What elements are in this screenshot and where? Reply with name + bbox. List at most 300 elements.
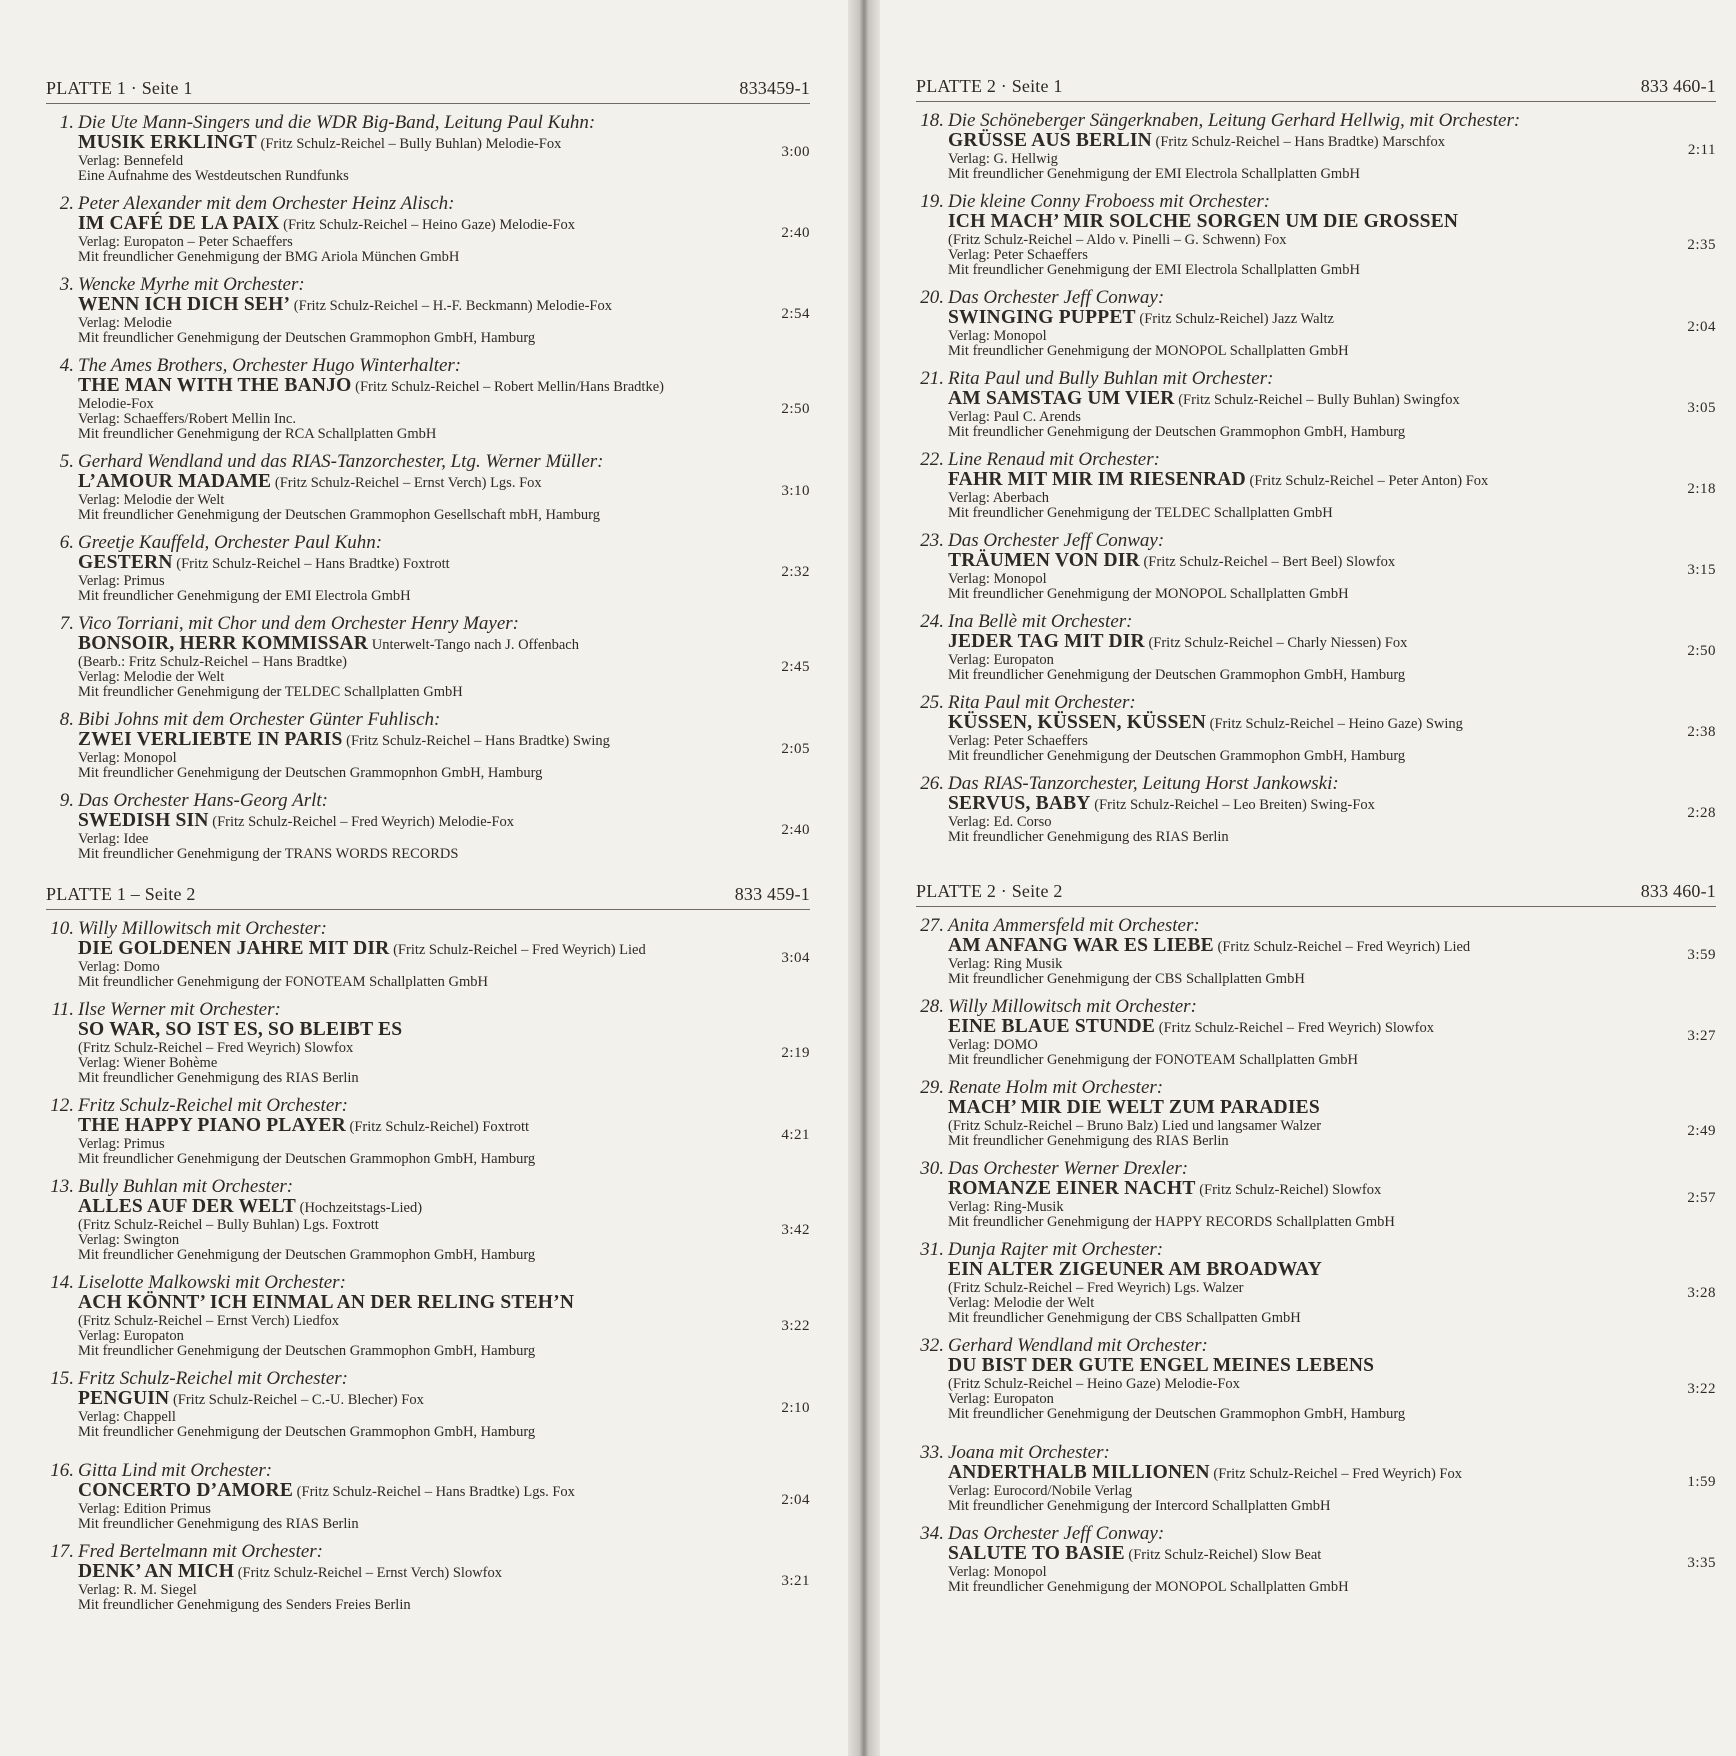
track-title-line xyxy=(78,1197,730,1218)
track-title: SERVUS, BABY xyxy=(948,793,1091,814)
track-credits: (Fritz Schulz-Reichel – Bert Beel) Slowfox xyxy=(1143,554,1396,570)
track-number: 4. xyxy=(59,355,74,376)
track-artist-line xyxy=(46,613,810,634)
track-duration: 2:50 xyxy=(1687,643,1716,659)
track-entry xyxy=(46,532,810,604)
track-title: EIN ALTER ZIGEUNER AM BROADWAY xyxy=(948,1259,1323,1280)
side-header xyxy=(46,78,810,104)
track-title-line xyxy=(78,472,730,493)
track-credits: (Fritz Schulz-Reichel) Slowfox xyxy=(1199,1182,1382,1198)
track-publisher: Verlag: Primus xyxy=(78,1136,165,1152)
track-credits: (Fritz Schulz-Reichel – Peter Anton) Fox xyxy=(1249,473,1489,489)
track-credits: (Fritz Schulz-Reichel) Foxtrott xyxy=(349,1119,530,1135)
track-publisher: Verlag: Melodie der Welt xyxy=(78,492,225,508)
track-duration: 2:50 xyxy=(781,401,810,417)
track-title-line xyxy=(948,632,1636,653)
track-artist: Anita Ammersfeld mit Orchester: xyxy=(948,915,1200,936)
track-details xyxy=(46,376,810,442)
track-license-note: Mit freundlicher Genehmigung der Deutschen Grammophon GmbH, Hamburg xyxy=(78,330,536,346)
track-credits: (Fritz Schulz-Reichel – C.-U. Blecher) Fox xyxy=(172,1392,424,1408)
record-side xyxy=(46,884,848,1613)
track-artist-line xyxy=(46,1541,810,1562)
track-artist-line xyxy=(46,112,810,133)
track-duration: 2:05 xyxy=(781,741,810,757)
track-entry xyxy=(46,613,810,700)
track-artist-line xyxy=(46,532,810,553)
track-title-line xyxy=(948,131,1636,152)
track-details xyxy=(916,794,1716,845)
track-details xyxy=(916,131,1716,182)
track-publisher: Verlag: Monopol xyxy=(948,1564,1047,1580)
record-side xyxy=(916,881,1736,1595)
track-publisher: Verlag: Domo xyxy=(78,959,160,975)
track-list xyxy=(916,915,1736,1595)
track-duration: 2:49 xyxy=(1687,1123,1716,1139)
track-license-note: Mit freundlicher Genehmigung der Deutschen Grammophon GmbH, Hamburg xyxy=(78,1343,536,1359)
track-entry xyxy=(46,1368,810,1440)
track-artist-line xyxy=(916,110,1716,131)
track-number: 32. xyxy=(920,1335,944,1356)
track-number: 3. xyxy=(59,274,74,295)
track-entry xyxy=(916,1442,1716,1514)
track-license-note: Eine Aufnahme des Westdeutschen Rundfunks xyxy=(78,168,349,184)
track-artist-line xyxy=(46,1095,810,1116)
track-artist-line xyxy=(916,530,1716,551)
track-details xyxy=(46,1020,810,1086)
track-artist: Rita Paul und Bully Buhlan mit Orchester: xyxy=(948,368,1274,389)
track-artist-line xyxy=(46,1460,810,1481)
track-publisher: Verlag: Ring Musik xyxy=(948,956,1063,972)
track-publisher: Verlag: Primus xyxy=(78,573,165,589)
track-duration: 2:28 xyxy=(1687,805,1716,821)
track-license-note: Mit freundlicher Genehmigung der Intercord Schallplatten GmbH xyxy=(948,1498,1331,1514)
track-credits: (Fritz Schulz-Reichel – Bully Buhlan) Melodie-Fox xyxy=(260,136,562,152)
track-artist-line xyxy=(916,996,1716,1017)
track-credits: (Fritz Schulz-Reichel – Hans Bradtke) Lgs. Fox xyxy=(296,1484,575,1500)
track-details xyxy=(916,1017,1716,1068)
side-label: PLATTE 2 · Seite 2 xyxy=(916,881,1063,901)
track-entry xyxy=(46,709,810,781)
track-number: 16. xyxy=(50,1460,74,1481)
track-duration: 2:04 xyxy=(1687,319,1716,335)
track-publisher: Verlag: Monopol xyxy=(948,328,1047,344)
track-license-note: Mit freundlicher Genehmigung des RIAS Berlin xyxy=(948,829,1229,845)
track-number: 13. xyxy=(50,1176,74,1197)
track-details xyxy=(916,1544,1716,1595)
track-duration: 3:59 xyxy=(1687,947,1716,963)
track-publisher: Verlag: Schaeffers/Robert Mellin Inc. xyxy=(78,411,296,427)
track-artist-line xyxy=(916,191,1716,212)
track-artist-line xyxy=(916,1523,1716,1544)
track-entry xyxy=(46,451,810,523)
track-duration: 2:04 xyxy=(781,1492,810,1508)
track-artist: Fritz Schulz-Reichel mit Orchester: xyxy=(78,1095,348,1116)
track-credits: (Fritz Schulz-Reichel – Fred Weyrich) Lied xyxy=(393,942,646,958)
track-artist: Gerhard Wendland und das RIAS-Tanzorchester, Ltg. Werner Müller: xyxy=(78,451,604,472)
track-artist-line xyxy=(916,915,1716,936)
track-credits: (Fritz Schulz-Reichel – Fred Weyrich) Lied xyxy=(1217,939,1471,955)
track-artist: Dunja Rajter mit Orchester: xyxy=(948,1239,1164,1260)
side-label: PLATTE 1 – Seite 2 xyxy=(46,884,196,904)
track-duration: 3:00 xyxy=(781,144,810,160)
left-tracklist xyxy=(46,78,848,1613)
track-title-line xyxy=(78,1116,730,1137)
track-title: PENGUIN xyxy=(78,1388,170,1409)
track-license-note: Mit freundlicher Genehmigung der BMG Ariola München GmbH xyxy=(78,249,460,265)
track-artist: Ilse Werner mit Orchester: xyxy=(78,999,281,1020)
track-duration: 2:10 xyxy=(781,1400,810,1416)
track-entry xyxy=(916,1158,1716,1230)
track-artist-line xyxy=(46,790,810,811)
track-title-line xyxy=(948,1098,1636,1119)
track-license-note: Mit freundlicher Genehmigung der MONOPOL Schallplatten GmbH xyxy=(948,1579,1349,1595)
track-title: SWEDISH SIN xyxy=(78,810,209,831)
track-duration: 3:22 xyxy=(1687,1381,1716,1397)
track-title: L’AMOUR MADAME xyxy=(78,471,272,492)
track-entry xyxy=(46,1272,810,1359)
track-title-line xyxy=(78,811,730,832)
track-details xyxy=(916,212,1716,278)
track-publisher: Verlag: Chappell xyxy=(78,1409,176,1425)
track-artist: Das RIAS-Tanzorchester, Leitung Horst Jankowski: xyxy=(948,773,1339,794)
track-title-line xyxy=(78,376,730,397)
track-entry xyxy=(916,191,1716,278)
track-artist-line xyxy=(46,918,810,939)
side-label: PLATTE 2 · Seite 1 xyxy=(916,76,1063,96)
track-title: WENN ICH DICH SEH’ xyxy=(78,294,291,315)
track-credits-extra: (Fritz Schulz-Reichel – Heino Gaze) Melodie-Fox xyxy=(948,1376,1240,1392)
track-publisher: Verlag: Monopol xyxy=(948,571,1047,587)
track-credits-extra: (Fritz Schulz-Reichel – Bully Buhlan) Lgs. Foxtrott xyxy=(78,1217,379,1233)
track-title: THE HAPPY PIANO PLAYER xyxy=(78,1115,346,1136)
track-credits: (Fritz Schulz-Reichel – Hans Bradtke) Marschfox xyxy=(1155,134,1446,150)
track-credits-extra: (Fritz Schulz-Reichel – Bruno Balz) Lied und langsamer Walzer xyxy=(948,1118,1322,1134)
record-side xyxy=(916,76,1736,845)
track-publisher: Verlag: R. M. Siegel xyxy=(78,1582,197,1598)
track-license-note: Mit freundlicher Genehmigung der TELDEC Schallplatten GmbH xyxy=(948,505,1333,521)
track-artist: Ina Bellè mit Orchester: xyxy=(948,611,1133,632)
track-details xyxy=(916,551,1716,602)
track-artist: Line Renaud mit Orchester: xyxy=(948,449,1160,470)
track-details xyxy=(916,936,1716,987)
track-number: 6. xyxy=(59,532,74,553)
track-entry xyxy=(916,1239,1716,1326)
track-number: 31. xyxy=(920,1239,944,1260)
track-credits: (Fritz Schulz-Reichel – Leo Breiten) Swing-Fox xyxy=(1094,797,1375,813)
track-duration: 3:05 xyxy=(1687,400,1716,416)
track-artist-line xyxy=(916,449,1716,470)
track-title-line xyxy=(948,212,1636,233)
track-license-note: Mit freundlicher Genehmigung der TELDEC Schallplatten GmbH xyxy=(78,684,463,700)
track-credits: (Fritz Schulz-Reichel – Fred Weyrich) Melodie-Fox xyxy=(212,814,515,830)
side-header xyxy=(916,76,1716,102)
track-artist: Fred Bertelmann mit Orchester: xyxy=(78,1541,324,1562)
track-details xyxy=(46,811,810,862)
track-number: 9. xyxy=(59,790,74,811)
track-title: TRÄUMEN VON DIR xyxy=(948,550,1140,571)
track-number: 10. xyxy=(50,918,74,939)
track-entry xyxy=(916,449,1716,521)
track-title-line xyxy=(78,634,730,655)
track-number: 2. xyxy=(59,193,74,214)
track-number: 24. xyxy=(920,611,944,632)
track-entry xyxy=(916,368,1716,440)
track-artist: Rita Paul mit Orchester: xyxy=(948,692,1136,713)
track-title: ZWEI VERLIEBTE IN PARIS xyxy=(78,729,343,750)
track-title: SWINGING PUPPET xyxy=(948,307,1136,328)
track-license-note: Mit freundlicher Genehmigung der HAPPY RECORDS Schallplatten GmbH xyxy=(948,1214,1395,1230)
track-publisher: Verlag: G. Hellwig xyxy=(948,151,1058,167)
track-entry xyxy=(916,287,1716,359)
track-title-line xyxy=(948,389,1636,410)
track-title: GESTERN xyxy=(78,552,173,573)
track-entry xyxy=(46,1176,810,1263)
track-license-note: Mit freundlicher Genehmigung der FONOTEAM Schallplatten GmbH xyxy=(78,974,488,990)
book-gutter xyxy=(848,0,880,1756)
track-credits: (Fritz Schulz-Reichel – Fred Weyrich) Fox xyxy=(1213,1466,1462,1482)
track-number: 29. xyxy=(920,1077,944,1098)
track-artist: Gitta Lind mit Orchester: xyxy=(78,1460,273,1481)
side-header xyxy=(46,884,810,910)
track-artist-line xyxy=(46,274,810,295)
track-entry xyxy=(46,999,810,1086)
track-license-note: Mit freundlicher Genehmigung der Deutschen Grammophon GmbH, Hamburg xyxy=(78,1424,536,1440)
track-title-line xyxy=(948,794,1636,815)
track-publisher: Verlag: Wiener Bohème xyxy=(78,1055,218,1071)
track-license-note: Mit freundlicher Genehmigung der FONOTEAM Schallplatten GmbH xyxy=(948,1052,1358,1068)
track-title: ACH KÖNNT’ ICH EINMAL AN DER RELING STEH’N xyxy=(78,1292,575,1313)
track-duration: 2:18 xyxy=(1687,481,1716,497)
track-license-note: Mit freundlicher Genehmigung des Senders Freies Berlin xyxy=(78,1597,411,1613)
track-artist: Die kleine Conny Froboess mit Orchester: xyxy=(948,191,1271,212)
track-duration: 1:59 xyxy=(1687,1474,1716,1490)
track-title-line xyxy=(948,713,1636,734)
track-number: 19. xyxy=(920,191,944,212)
track-license-note: Mit freundlicher Genehmigung der Deutschen Grammophon GmbH, Hamburg xyxy=(78,1151,536,1167)
track-duration: 3:35 xyxy=(1687,1555,1716,1571)
track-artist: Fritz Schulz-Reichel mit Orchester: xyxy=(78,1368,348,1389)
track-entry xyxy=(46,918,810,990)
track-license-note: Mit freundlicher Genehmigung der CBS Schallpatten GmbH xyxy=(948,1310,1301,1326)
track-credits: (Fritz Schulz-Reichel – Charly Niessen) Fox xyxy=(1148,635,1408,651)
track-license-note: Mit freundlicher Genehmigung des RIAS Berlin xyxy=(78,1516,359,1532)
track-number: 20. xyxy=(920,287,944,308)
track-artist: Renate Holm mit Orchester: xyxy=(948,1077,1164,1098)
track-license-note: Mit freundlicher Genehmigung der EMI Electrola Schallplatten GmbH xyxy=(948,166,1360,182)
track-details xyxy=(46,1293,810,1359)
left-page xyxy=(0,0,848,1756)
track-license-note: Mit freundlicher Genehmigung der Deutschen Grammophon GmbH, Hamburg xyxy=(948,424,1406,440)
track-publisher: Verlag: Ring-Musik xyxy=(948,1199,1064,1215)
track-credits: (Fritz Schulz-Reichel – Fred Weyrich) Slowfox xyxy=(1158,1020,1434,1036)
track-publisher: Verlag: Europaton xyxy=(948,1391,1054,1407)
track-entry xyxy=(46,1460,810,1532)
track-duration: 3:28 xyxy=(1687,1285,1716,1301)
track-license-note: Mit freundlicher Genehmigung der Deutschen Grammophon GmbH, Hamburg xyxy=(948,748,1406,764)
track-number: 26. xyxy=(920,773,944,794)
track-title: MUSIK ERKLINGT xyxy=(78,132,257,153)
track-publisher: Verlag: Melodie der Welt xyxy=(78,669,225,685)
track-license-note: Mit freundlicher Genehmigung der Deutschen Grammophon Gesellschaft mbH, Hamburg xyxy=(78,507,600,523)
track-title-line xyxy=(78,553,730,574)
track-entry xyxy=(46,790,810,862)
track-credits-extra: (Fritz Schulz-Reichel – Aldo v. Pinelli – G. Schwenn) Fox xyxy=(948,232,1287,248)
track-title-line xyxy=(78,939,730,960)
track-artist: Das Orchester Jeff Conway: xyxy=(948,1523,1165,1544)
track-entry xyxy=(916,1335,1716,1422)
track-title: IM CAFÉ DE LA PAIX xyxy=(78,213,280,234)
track-title: DIE GOLDENEN JAHRE MIT DIR xyxy=(78,938,390,959)
track-artist: Vico Torriani, mit Chor und dem Orchester Henry Mayer: xyxy=(78,613,519,634)
track-credits-extra: (Fritz Schulz-Reichel – Fred Weyrich) Lgs. Walzer xyxy=(948,1280,1244,1296)
track-artist: Das Orchester Jeff Conway: xyxy=(948,530,1165,551)
track-license-note: Mit freundlicher Genehmigung der Deutschen Grammophon GmbH, Hamburg xyxy=(948,667,1406,683)
track-duration: 3:42 xyxy=(781,1222,810,1238)
track-title: AM SAMSTAG UM VIER xyxy=(948,388,1175,409)
track-title: MACH’ MIR DIE WELT ZUM PARADIES xyxy=(948,1097,1320,1118)
track-title: FAHR MIT MIR IM RIESENRAD xyxy=(948,469,1246,490)
track-artist-line xyxy=(46,1176,810,1197)
track-artist: Joana mit Orchester: xyxy=(948,1442,1110,1463)
track-entry xyxy=(46,112,810,184)
track-artist-line xyxy=(916,611,1716,632)
track-details xyxy=(46,553,810,604)
track-number: 11. xyxy=(51,999,74,1020)
track-entry xyxy=(916,692,1716,764)
track-credits: (Hochzeitstags-Lied) xyxy=(299,1200,423,1216)
track-artist-line xyxy=(916,692,1716,713)
track-number: 5. xyxy=(59,451,74,472)
track-number: 23. xyxy=(920,530,944,551)
track-details xyxy=(916,1260,1716,1326)
track-publisher: Verlag: Eurocord/Nobile Verlag xyxy=(948,1483,1133,1499)
track-title: CONCERTO D’AMORE xyxy=(78,1480,294,1501)
track-title-line xyxy=(948,936,1636,957)
track-details xyxy=(46,1116,810,1167)
track-details xyxy=(46,939,810,990)
track-title-line xyxy=(78,1020,730,1041)
track-title: THE MAN WITH THE BANJO xyxy=(78,375,352,396)
track-artist: The Ames Brothers, Orchester Hugo Winterhalter: xyxy=(78,355,462,376)
track-artist-line xyxy=(916,1442,1716,1463)
side-label: PLATTE 1 · Seite 1 xyxy=(46,78,193,98)
track-artist: Das Orchester Jeff Conway: xyxy=(948,287,1165,308)
track-duration: 2:40 xyxy=(781,822,810,838)
track-entry xyxy=(46,1095,810,1167)
track-number: 1. xyxy=(59,112,74,133)
track-number: 7. xyxy=(59,613,74,634)
track-publisher: Verlag: Melodie der Welt xyxy=(948,1295,1095,1311)
track-artist-line xyxy=(46,1368,810,1389)
track-title-line xyxy=(948,1260,1636,1281)
track-artist: Wencke Myrhe mit Orchester: xyxy=(78,274,305,295)
track-artist-line xyxy=(46,451,810,472)
right-page xyxy=(880,0,1736,1756)
track-title-line xyxy=(948,1017,1636,1038)
track-license-note: Mit freundlicher Genehmigung der Deutschen Grammophon GmbH, Hamburg xyxy=(948,1406,1406,1422)
track-duration: 3:04 xyxy=(781,950,810,966)
track-title-line xyxy=(78,295,730,316)
track-license-note: Mit freundlicher Genehmigung der MONOPOL Schallplatten GmbH xyxy=(948,586,1349,602)
track-duration: 3:27 xyxy=(1687,1028,1716,1044)
track-title-line xyxy=(948,551,1636,572)
track-details xyxy=(46,133,810,184)
track-credits: (Fritz Schulz-Reichel – Robert Mellin/Hans Bradtke) xyxy=(355,379,664,395)
track-title: SO WAR, SO IST ES, SO BLEIBT ES xyxy=(78,1019,403,1040)
track-entry xyxy=(916,530,1716,602)
track-artist-line xyxy=(46,193,810,214)
track-license-note: Mit freundlicher Genehmigung der Deutschen Grammopnhon GmbH, Hamburg xyxy=(78,765,543,781)
track-publisher: Verlag: DOMO xyxy=(948,1037,1038,1053)
track-credits: (Fritz Schulz-Reichel – Bully Buhlan) Swingfox xyxy=(1178,392,1460,408)
catalog-number: 833459-1 xyxy=(739,78,810,98)
track-credits: (Fritz Schulz-Reichel – H.-F. Beckmann) Melodie-Fox xyxy=(293,298,612,314)
track-artist-line xyxy=(46,1272,810,1293)
record-side xyxy=(46,78,848,862)
track-artist-line xyxy=(916,287,1716,308)
track-credits-extra: (Fritz Schulz-Reichel – Fred Weyrich) Slowfox xyxy=(78,1040,354,1056)
track-publisher: Verlag: Edition Primus xyxy=(78,1501,211,1517)
track-artist-line xyxy=(916,368,1716,389)
track-duration: 3:21 xyxy=(781,1573,810,1589)
track-artist: Willy Millowitsch mit Orchester: xyxy=(78,918,327,939)
track-duration: 2:19 xyxy=(781,1045,810,1061)
track-title-line xyxy=(78,1389,730,1410)
track-details xyxy=(916,308,1716,359)
track-details xyxy=(916,389,1716,440)
track-duration: 3:10 xyxy=(781,483,810,499)
track-number: 12. xyxy=(50,1095,74,1116)
track-artist-line xyxy=(916,1158,1716,1179)
track-artist-line xyxy=(916,1077,1716,1098)
track-title-line xyxy=(948,1356,1636,1377)
track-title: AM ANFANG WAR ES LIEBE xyxy=(948,935,1214,956)
track-list xyxy=(46,918,848,1613)
track-credits: (Fritz Schulz-Reichel – Hans Bradtke) Foxtrott xyxy=(176,556,450,572)
track-artist-line xyxy=(46,355,810,376)
track-duration: 2:40 xyxy=(781,225,810,241)
track-title-line xyxy=(78,133,730,154)
track-publisher: Verlag: Idee xyxy=(78,831,149,847)
track-title-line xyxy=(948,308,1636,329)
track-duration: 2:45 xyxy=(781,659,810,675)
track-artist-line xyxy=(916,773,1716,794)
track-number: 28. xyxy=(920,996,944,1017)
track-credits: (Fritz Schulz-Reichel) Slow Beat xyxy=(1128,1547,1322,1563)
track-duration: 4:21 xyxy=(781,1127,810,1143)
track-title: ANDERTHALB MILLIONEN xyxy=(948,1462,1210,1483)
track-artist-line xyxy=(916,1335,1716,1356)
track-credits-extra: (Bearb.: Fritz Schulz-Reichel – Hans Bradtke) xyxy=(78,654,347,670)
track-publisher: Verlag: Europaton – Peter Schaeffers xyxy=(78,234,293,250)
track-license-note: Mit freundlicher Genehmigung der EMI Electrola Schallplatten GmbH xyxy=(948,262,1360,278)
track-details xyxy=(46,214,810,265)
track-duration: 2:57 xyxy=(1687,1190,1716,1206)
track-title-line xyxy=(78,730,730,751)
track-title-line xyxy=(78,1481,730,1502)
track-title: ROMANZE EINER NACHT xyxy=(948,1178,1196,1199)
track-details xyxy=(916,713,1716,764)
track-number: 22. xyxy=(920,449,944,470)
track-details xyxy=(46,472,810,523)
track-credits: (Fritz Schulz-Reichel – Heino Gaze) Swing xyxy=(1209,716,1463,732)
track-publisher: Verlag: Peter Schaeffers xyxy=(948,247,1088,263)
track-publisher: Verlag: Europaton xyxy=(78,1328,184,1344)
track-title: GRÜSSE AUS BERLIN xyxy=(948,130,1152,151)
track-number: 8. xyxy=(59,709,74,730)
track-title: KÜSSEN, KÜSSEN, KÜSSEN xyxy=(948,712,1206,733)
track-details xyxy=(46,1562,810,1613)
